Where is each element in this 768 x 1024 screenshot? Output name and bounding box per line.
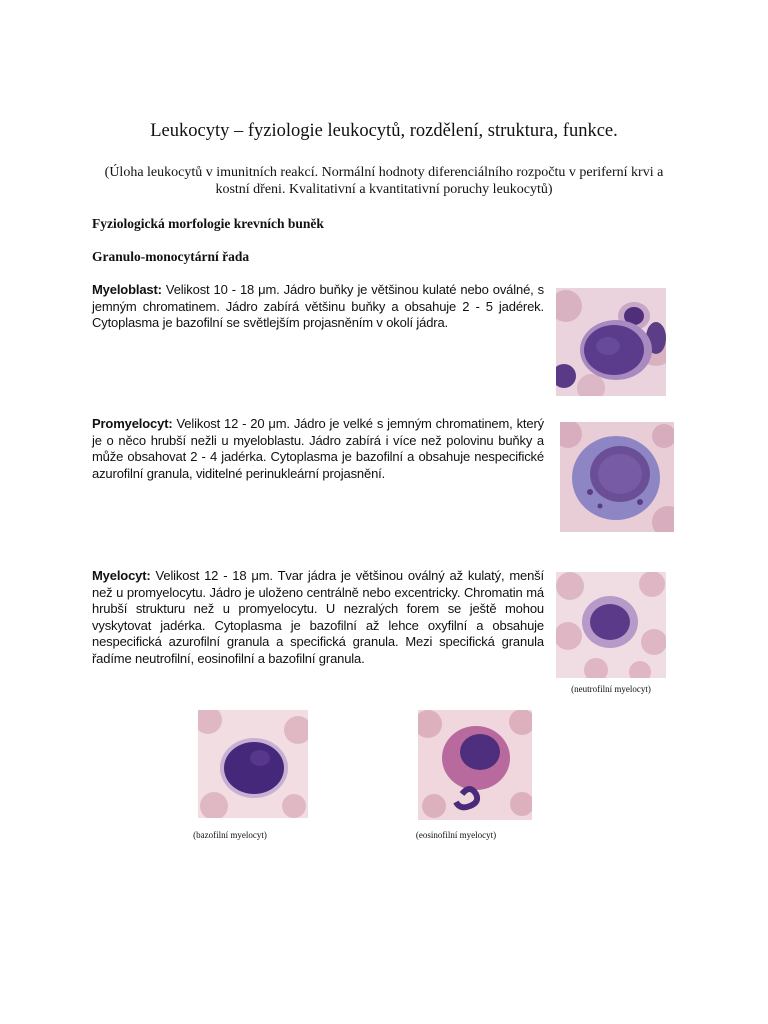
- bazofilni-myelocyt-image: [198, 710, 308, 818]
- eosinofilni-myelocyt-image: [418, 710, 532, 820]
- caption-neutrofilni-myelocyt: (neutrofilní myelocyt): [571, 684, 651, 694]
- caption-bazofilni-myelocyt: (bazofilní myelocyt): [193, 830, 267, 840]
- paragraph-promyelocyt: [92, 416, 544, 482]
- heading-series: Granulo-monocytární řada: [92, 249, 250, 264]
- myeloblast-image: [556, 288, 666, 396]
- text-myelocyt: Velikost 12 - 18 μm. Tvar jádra je většinou oválný až kulatý, menší než u promyelocytu. Jádro je uloženo centrálně nebo excentricky. Chromatin má hrubší strukturu než u promyelocytu. U nezralých forem se ještě mohou vyskytovat jadérka. Cytoplasma je bazofilní až lehce oxyfilní a obsahuje nespecifická azurofilní granula a specifická granula. Mezi specifická granula řadíme neutrofilní, eosinofilní a bazofilní granula.: [92, 568, 544, 666]
- term-myelocyt: Myelocyt:: [92, 568, 151, 583]
- document-title: Leukocyty – fyziologie leukocytů, rozdělení, struktura, funkce.: [150, 121, 618, 141]
- term-promyelocyt: Promyelocyt:: [92, 416, 173, 431]
- text-myeloblast: Velikost 10 - 18 μm. Jádro buňky je většinou kulaté nebo oválné, s jemným chromatinem. Jádro zabírá většinu buňky a obsahuje 2 - 5 jadérek. Cytoplasma je bazofilní se světlejším projasněním v okolí jádra.: [92, 282, 544, 331]
- caption-eosinofilni-myelocyt: (eosinofilní myelocyt): [415, 830, 497, 840]
- neutrofilni-myelocyt-image: [556, 572, 666, 678]
- text-promyelocyt: Velikost 12 - 20 μm. Jádro je velké s jemným chromatinem, který je o něco hrubší nežli u myeloblastu. Jádro zabírá i více než polovinu buňky a může obsahovat 2 - 4 jadérka. Cytoplasma je bazofilní a obsahuje nespecifické azurofilní granula, viditelné perinukleární projasnění.: [92, 416, 544, 481]
- document-subtitle: (Úloha leukocytů v imunitních reakcí. Normální hodnoty diferenciálního rozpočtu v periferní krvi a kostní dřeni. Kvalitativní a kvantitativní poruchy leukocytů): [104, 165, 664, 197]
- promyelocyt-image: [560, 422, 674, 532]
- paragraph-myelocyt: [92, 568, 544, 668]
- heading-morphology: Fyziologická morfologie krevních buněk: [92, 216, 324, 231]
- paragraph-myeloblast: [92, 282, 544, 332]
- term-myeloblast: Myeloblast:: [92, 282, 162, 297]
